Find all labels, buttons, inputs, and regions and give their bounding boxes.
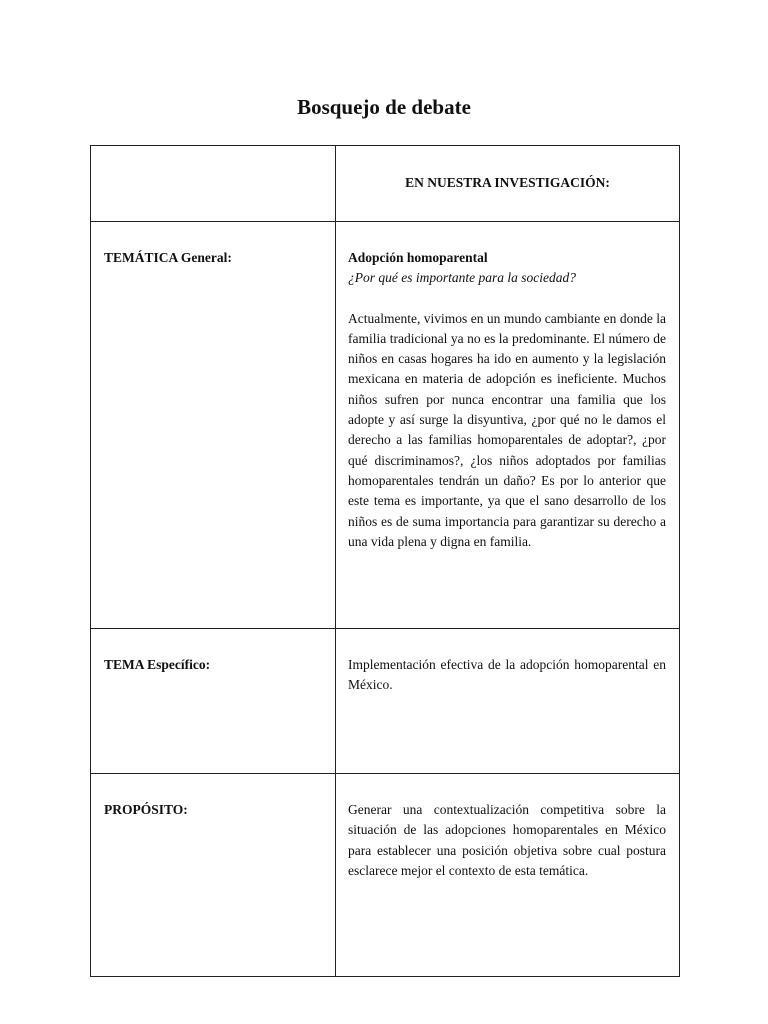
proposito-label: PROPÓSITO:: [91, 774, 336, 977]
table-header-row: [91, 146, 680, 222]
paragraph-spacer: [348, 289, 666, 309]
tema-especifico-label: TEMA Específico:: [91, 629, 336, 774]
tematica-general-label: TEMÁTICA General:: [91, 222, 336, 629]
table-row-tema-especifico: [91, 629, 680, 774]
proposito-text: Generar una contextualización competitiva sobre la situación de las adopciones homoparentales en México para establecer una posición objetiva sobre cual postura esclarece mejor el contexto de esta temática.: [348, 802, 666, 878]
page-title: Bosquejo de debate: [297, 95, 471, 119]
tematica-general-content: [336, 222, 680, 629]
tema-especifico-text: Implementación efectiva de la adopción homoparental en México.: [348, 657, 666, 693]
debate-outline-table: [90, 145, 680, 977]
tematica-question: ¿Por qué es importante para la sociedad?: [348, 270, 576, 286]
proposito-content: [336, 774, 680, 977]
tematica-subtitle: Adopción homoparental: [348, 250, 488, 265]
table-row-tematica-general: [91, 222, 680, 629]
header-research-cell: EN NUESTRA INVESTIGACIÓN:: [336, 146, 680, 222]
tema-especifico-content: [336, 629, 680, 774]
tematica-body-text: Actualmente, vivimos en un mundo cambiante en donde la familia tradicional ya no es la predominante. El número de niños en casas hogares ha ido en aumento y la legislación mexicana en materia de adopción es ineficiente. Muchos niños sufren por nunca encontrar una familia que los adopte y así surge la disyuntiva, ¿por qué no le damos el derecho a las familias homoparentales de adoptar?, ¿por qué discriminamos?, ¿los niños adoptados por familias homoparentales tendrán un daño? Es por lo anterior que este tema es importante, ya que el sano desarrollo de los niños es de suma importancia para garantizar su derecho a una vida plena y digna en familia.: [348, 310, 666, 549]
table-row-proposito: [91, 774, 680, 977]
header-empty-cell: [91, 146, 336, 222]
